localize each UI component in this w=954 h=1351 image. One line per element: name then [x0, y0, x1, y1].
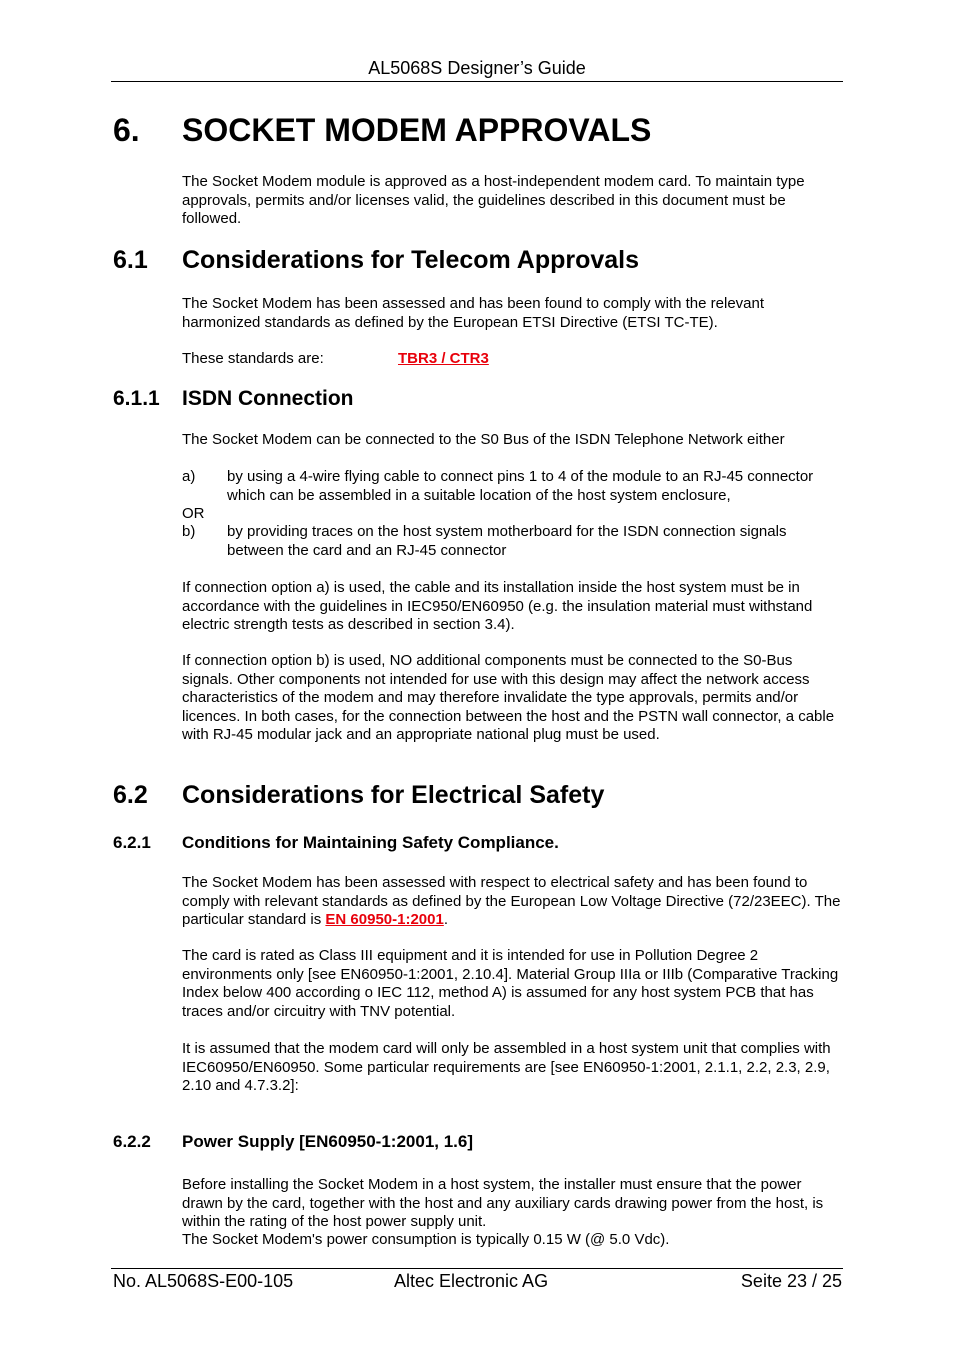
- standards-label: These standards are:: [182, 350, 324, 367]
- list-item-text: by providing traces on the host system motherboard for the ISDN connection signals between the card and an RJ-45 connector: [227, 523, 787, 559]
- power-paragraph-1: Before installing the Socket Modem in a host system, the installer must ensure that the power drawn by the card, together with the host and any auxiliary cards drawing power from the host, is within the rating of the host power supply unit.: [182, 1176, 824, 1231]
- section-6-2-heading: [113, 781, 604, 810]
- section-6-2-1-heading: [113, 833, 559, 853]
- chapter-heading: [113, 112, 651, 149]
- section-number: 6.1: [113, 246, 148, 274]
- list-item-label: b): [182, 523, 196, 540]
- safety-paragraph-2: The card is rated as Class III equipment and it is intended for use in Pollution Degree 2 environments only [see EN60950-1:2001, 2.10.4]. Material Group IIIa or IIIb (Comparative Tracking Index below 400 according o IEC 112, method A) is assumed for any host system PCB that has traces and/or circuitry with TNV potential.: [182, 947, 839, 1020]
- standard-link[interactable]: EN 60950-1:2001: [325, 911, 444, 929]
- footer-company: Altec Electronic AG: [394, 1271, 549, 1291]
- section-6-1-1-heading: [113, 387, 354, 411]
- list-item-label: a): [182, 468, 196, 485]
- section-number: 6.1.1: [113, 387, 160, 410]
- section-number: 6.2.1: [113, 833, 151, 852]
- header-rule: [111, 81, 843, 82]
- chapter-title: SOCKET MODEM APPROVALS: [182, 112, 652, 148]
- option-b-paragraph: If connection option b) is used, NO additional components must be connected to the S0-Bus signals. Other components not intended for use with this design may affect the network access characteristics of the modem and may therefore invalidate the type approvals, permits and/or licences. In both cases, for the connection between the host and the PSTN wall connector, a cable with RJ-45 modular jack and an appropriate national plug must be used.: [182, 652, 835, 744]
- safety-text-end: .: [443, 911, 448, 929]
- option-a-paragraph: If connection option a) is used, the cable and its installation inside the host system must be in accordance with the guidelines in IEC950/EN60950 (e.g. the insulation material must withstand electric strength tests as described in section 3.4).: [182, 579, 813, 634]
- standards-link[interactable]: TBR3 / CTR3: [398, 350, 489, 367]
- section-title: ISDN Connection: [182, 387, 354, 410]
- footer-doc-number: No. AL5068S-E00-105: [113, 1271, 294, 1291]
- section-title: Considerations for Electrical Safety: [182, 781, 605, 809]
- chapter-number: 6.: [113, 112, 140, 148]
- section-title: Conditions for Maintaining Safety Compliance.: [182, 833, 559, 852]
- section-title: Power Supply [EN60950-1:2001, 1.6]: [182, 1132, 474, 1151]
- safety-paragraph-3: It is assumed that the modem card will only be assembled in a host system unit that complies with IEC60950/EN60950. Some particular requirements are [see EN60950-1:2001, 2.1.1, 2.2, 2.3, 2.9, 2.10 and 4.7.3.2]:: [182, 1040, 831, 1095]
- section-number: 6.2.2: [113, 1132, 151, 1151]
- power-paragraph-2: The Socket Modem's power consumption is typically 0.15 W (@ 5.0 Vdc).: [182, 1231, 670, 1248]
- safety-paragraph-1: [182, 874, 844, 930]
- or-separator: OR: [182, 505, 205, 522]
- safety-text: The Socket Modem has been assessed with respect to electrical safety and has been found to comply with relevant standards as defined by the European Low Voltage Directive (72/23EEC). The particular standard is: [182, 874, 841, 929]
- intro-paragraph: The Socket Modem module is approved as a host-independent modem card. To maintain type approvals, permits and/or licenses valid, the guidelines described in this document must be followed.: [182, 173, 805, 228]
- footer-page-number: Seite 23 / 25: [740, 1271, 842, 1291]
- standards-line: [182, 350, 844, 369]
- list-item-text: by using a 4-wire flying cable to connect pins 1 to 4 of the module to an RJ-45 connector which can be assembled in a suitable location of the host system enclosure,: [227, 468, 814, 504]
- telecom-paragraph: The Socket Modem has been assessed and has been found to comply with the relevant harmonized standards as defined by the European ETSI Directive (ETSI TC-TE).: [182, 295, 765, 331]
- footer-rule: [111, 1268, 843, 1269]
- section-title: Considerations for Telecom Approvals: [182, 246, 640, 274]
- section-number: 6.2: [113, 781, 148, 809]
- page-header-title: AL5068S Designer’s Guide: [368, 58, 586, 78]
- section-6-1-heading: [113, 246, 639, 275]
- section-6-2-2-heading: [113, 1132, 473, 1152]
- isdn-paragraph: The Socket Modem can be connected to the S0 Bus of the ISDN Telephone Network either: [182, 431, 785, 448]
